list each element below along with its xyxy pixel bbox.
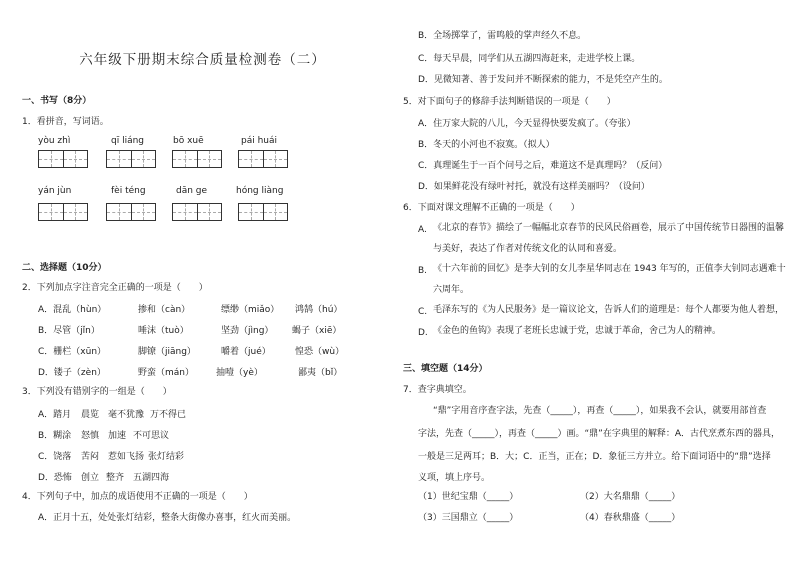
pinyin-3: bō xuē	[173, 136, 204, 146]
q3-option: 怒慎	[81, 431, 100, 441]
q2-option: 缥缈（miǎo）	[221, 305, 280, 315]
q6-option-a-line2: 与美好，表达了作者对传统文化的认同和喜爱。	[433, 244, 623, 254]
q7-paragraph-2: 字法，先查（_____），再查（_____）画。“鼎”在字典里的解释：A．古代烹煮东西的器具，	[418, 429, 780, 439]
section-heading-choice: 二、选择题（10分）	[22, 263, 107, 273]
q2-option: 抽噎（yè）	[216, 368, 263, 378]
q7-item-3: （3）三国鼎立（_____）	[418, 513, 519, 523]
writing-grid[interactable]	[106, 150, 156, 168]
q2-option: 唾沫（tuò）	[138, 326, 189, 336]
q7-item-1: （1）世纪宝鼎（_____）	[418, 492, 519, 502]
pinyin-4: pái huái	[241, 136, 278, 146]
writing-grid[interactable]	[172, 150, 222, 168]
q2-option: C．栅栏（xūn）	[38, 347, 107, 357]
q3-option: 不可思议	[133, 431, 170, 441]
pinyin-1: yòu zhì	[38, 136, 71, 146]
q4-option-a: A．正月十五，处处张灯结彩，整条大街像办喜事，红火而美丽。	[38, 513, 297, 523]
q3-option: 整齐	[106, 473, 125, 483]
q4-option-c: C．每天早晨，同学们从五湖四海赶来，走进学校上课。	[418, 54, 641, 64]
q2-option: D．镂子（zèn）	[38, 368, 106, 378]
q6-option-b-line2: 六周年。	[433, 285, 470, 295]
q2-option: 野蛮（mán）	[138, 368, 194, 378]
question-3-stem: 3．下列没有错别字的一组是（ ）	[22, 387, 172, 397]
q2-option: 坚劲（jìng）	[221, 326, 274, 336]
q6-label-a: A.	[418, 225, 427, 235]
q6-label-d: D.	[418, 328, 428, 338]
writing-grid[interactable]	[106, 203, 156, 221]
pinyin-6: fèi téng	[111, 186, 146, 196]
q2-option: 脚镣（jiāng）	[138, 347, 196, 357]
writing-grid[interactable]	[38, 203, 88, 221]
q5-option-b: B．冬天的小河也不寂寞。（拟人）	[418, 140, 555, 150]
q2-option: 鸿鹄（hú）	[295, 305, 343, 315]
q3-option: D．恐怖	[38, 473, 72, 483]
q3-option: 五湖四海	[133, 473, 170, 483]
q2-option: B．尽管（jǐn）	[38, 326, 100, 336]
question-5-stem: 5．对下面句子的修辞手法判断错误的一项是（ ）	[403, 97, 616, 107]
q2-option: 鄙夷（bǐ）	[298, 368, 343, 378]
question-7-stem: 7．查字典填空。	[403, 385, 472, 395]
q3-option: 惹如飞扬	[108, 452, 145, 462]
q6-option-b-line1: 《十六年前的回忆》是李大钊的女儿李星华同志在 1943 年写的，正值李大钊同志遇难十	[433, 264, 786, 274]
q5-option-c: C．真理诞生于一百个问号之后，难道这不是真理吗？（反问）	[418, 161, 668, 171]
section-heading-fill: 三、填空题（14分）	[403, 364, 488, 374]
q6-label-c: C.	[418, 307, 428, 317]
question-6-stem: 6．下面对课文理解不正确的一项是（ ）	[403, 203, 580, 213]
q3-option: 苦闷	[81, 452, 100, 462]
writing-grid[interactable]	[238, 150, 288, 168]
q7-paragraph-4: 义项，填上序号。	[418, 473, 491, 483]
pinyin-2: qī liáng	[111, 136, 145, 146]
q6-option-c: 毛泽东写的《为人民服务》是一篇议论文，告诉人们的道理是：每个人都要为他人着想，	[433, 305, 785, 315]
q3-option: 创立	[81, 473, 100, 483]
q2-option: 惶恐（wù）	[295, 347, 345, 357]
writing-grid[interactable]	[238, 203, 288, 221]
q6-label-b: B.	[418, 266, 428, 276]
q6-option-a-line1: 《北京的春节》描绘了一幅幅北京春节的民风民俗画卷，展示了中国传统节日器围的温馨	[433, 223, 785, 233]
question-4-stem: 4．下列句子中，加点的成语使用不正确的一项是（ ）	[22, 492, 253, 502]
writing-grid[interactable]	[38, 150, 88, 168]
q7-item-4: （4）春秋鼎盛（_____）	[580, 513, 681, 523]
q2-option: 蝎子（xiē）	[292, 326, 342, 336]
q5-option-d: D．如果鲜花没有绿叶衬托，就没有这样美丽吗？（设问）	[418, 182, 650, 192]
page-title: 六年级下册期末综合质量检测卷（二）	[79, 52, 326, 68]
section-heading-writing: 一、书写（8分）	[22, 96, 92, 106]
writing-grid[interactable]	[172, 203, 222, 221]
q2-option: A．混乱（hùn）	[38, 305, 107, 315]
q3-option: 毫不犹豫	[108, 410, 145, 420]
q3-option: C．饶落	[38, 452, 72, 462]
q3-option: 晨览	[81, 410, 100, 420]
q3-option: B．糊涂	[38, 431, 72, 441]
q4-option-b: B．全场掷掌了，雷鸣般的掌声经久不息。	[418, 31, 587, 41]
q3-option: 万不得已	[150, 410, 187, 420]
q5-option-a: A．住万家大院的八儿，今天显得快要发疯了。（夸张）	[418, 119, 636, 129]
q3-option: 加速	[108, 431, 127, 441]
pinyin-5: yán jùn	[38, 186, 72, 196]
pinyin-7: dān ge	[176, 186, 208, 196]
q2-option: 嚼着（jué）	[221, 347, 271, 357]
q7-paragraph-3: 一般是三足两耳；B．大；C．正当，正在；D．象征三方并立。给下面词语中的“鼎”选择	[418, 452, 771, 462]
q7-item-2: （2）大名鼎鼎（_____）	[580, 492, 681, 502]
q3-option: 张灯结彩	[148, 452, 185, 462]
q4-option-d: D．见微知著、善于发问并不断探索的能力，不是凭空产生的。	[418, 75, 668, 85]
q6-option-d: 《金色的鱼钩》表现了老班长忠诚于党，忠诚于革命，舍己为人的精神。	[433, 326, 722, 336]
q3-option: A．踏月	[38, 410, 72, 420]
q7-paragraph-1: “鼎”字用音序查字法，先查（_____），再查（_____），如果我不会认，就要用部首查	[433, 406, 767, 416]
question-2-stem: 2．下列加点字注音完全正确的一项是（ ）	[22, 283, 208, 293]
q2-option: 掺和（càn）	[138, 305, 191, 315]
pinyin-8: hóng liàng	[236, 186, 284, 196]
question-1-stem: 1．看拼音，写词语。	[22, 117, 109, 127]
